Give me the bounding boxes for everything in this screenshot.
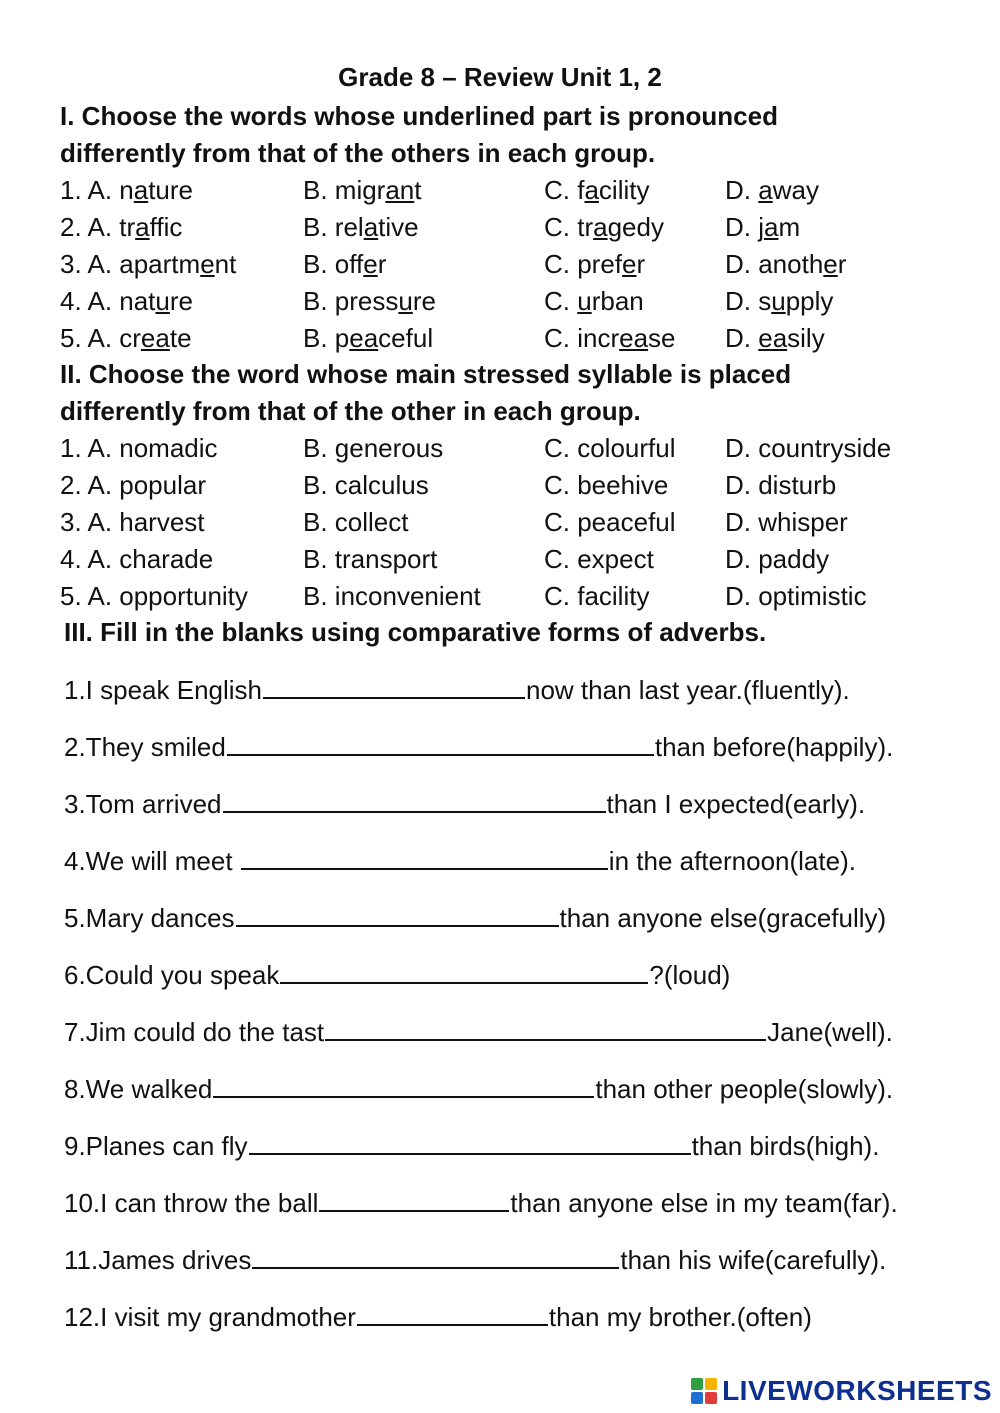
option-c: C. colourful	[544, 433, 676, 463]
option-text: te	[169, 323, 192, 353]
option-b: B. calculus	[303, 470, 429, 500]
underlined-part: u	[577, 286, 592, 316]
option-text: B. rel	[303, 212, 364, 242]
option-c	[544, 283, 644, 320]
section1-question-3	[60, 246, 960, 283]
fill-item-9	[64, 1130, 879, 1162]
option-a: 4. A. charade	[60, 544, 214, 574]
liveworksheets-logo	[691, 1375, 992, 1407]
option-d: D. disturb	[725, 470, 837, 500]
section2-question-5	[60, 578, 960, 615]
option-text: 1. A. n	[60, 175, 134, 205]
option-b	[303, 209, 419, 246]
option-text: D. j	[725, 212, 764, 242]
fill-item-hint: than anyone else(gracefully)	[559, 903, 887, 933]
option-text: B. off	[303, 249, 364, 279]
underlined-part: ea	[619, 323, 649, 353]
option-d	[725, 209, 800, 246]
fill-item-hint: than anyone else in my team(far).	[510, 1188, 898, 1218]
option-d	[725, 283, 833, 320]
underlined-part: e	[363, 249, 378, 279]
section2-question-4	[60, 541, 960, 578]
option-c	[544, 172, 649, 209]
option-a: 3. A. harvest	[60, 507, 205, 537]
option-text: r	[837, 249, 847, 279]
option-c: C. peaceful	[544, 507, 676, 537]
underlined-part: ea	[140, 323, 170, 353]
fill-item-hint: than other people(slowly).	[595, 1074, 894, 1104]
option-a: 1. A. nomadic	[60, 433, 218, 463]
fill-item-prompt: 3.Tom arrived	[64, 789, 222, 819]
underlined-part: ea	[758, 323, 788, 353]
answer-blank[interactable]	[252, 1245, 619, 1269]
option-d: D. countryside	[725, 433, 892, 463]
page-title: Grade 8 – Review Unit 1, 2	[338, 62, 662, 92]
option-text: pply	[785, 286, 834, 316]
fill-item-hint: than before(happily).	[654, 732, 894, 762]
answer-blank[interactable]	[325, 1017, 766, 1041]
section1-question-2	[60, 209, 960, 246]
section2-heading-line1: II. Choose the word whose main stressed syllable is placed	[60, 359, 792, 389]
option-b: B. inconvenient	[303, 581, 481, 611]
fill-item-7	[64, 1016, 893, 1048]
option-text: ture	[148, 175, 194, 205]
option-text: gedy	[607, 212, 664, 242]
fill-item-prompt: 5.Mary dances	[64, 903, 235, 933]
fill-item-prompt: 4.We will meet	[64, 846, 240, 876]
underlined-part: a	[133, 175, 149, 205]
section1-question-5	[60, 320, 960, 357]
answer-blank[interactable]	[263, 675, 525, 699]
underlined-part: e	[622, 249, 637, 279]
answer-blank[interactable]	[236, 903, 559, 927]
fill-item-12	[64, 1301, 812, 1333]
option-text: se	[648, 323, 676, 353]
option-text: 3. A. apartm	[60, 249, 201, 279]
option-text: nt	[214, 249, 237, 279]
fill-item-hint: than his wife(carefully).	[620, 1245, 887, 1275]
option-text: 2. A. tr	[60, 212, 136, 242]
section2-question-2	[60, 467, 960, 504]
option-text: t	[414, 175, 422, 205]
option-text: C. incr	[544, 323, 620, 353]
option-text: C. tr	[544, 212, 594, 242]
underlined-part: e	[823, 249, 838, 279]
underlined-part: u	[771, 286, 786, 316]
section3-heading: III. Fill in the blanks using comparative forms of adverbs.	[64, 617, 767, 647]
fill-item-4	[64, 845, 856, 877]
option-text: tive	[378, 212, 419, 242]
fill-item-prompt: 1.I speak English	[64, 675, 263, 705]
fill-item-8	[64, 1073, 893, 1105]
option-text: re	[169, 286, 193, 316]
option-text: B. p	[303, 323, 350, 353]
option-text: rban	[591, 286, 644, 316]
underlined-part: a	[758, 175, 773, 205]
option-a	[60, 209, 182, 246]
fill-item-5	[64, 902, 886, 934]
option-text: 4. A. nat	[60, 286, 156, 316]
section2-heading-line2: differently from that of the other in each group.	[60, 396, 641, 426]
option-b	[303, 172, 422, 209]
option-b	[303, 246, 386, 283]
underlined-part: a	[593, 212, 608, 242]
liveworksheets-logo-icon	[691, 1378, 717, 1404]
section1-question-1	[60, 172, 960, 209]
fill-item-hint: in the afternoon(late).	[608, 846, 856, 876]
option-c	[544, 209, 664, 246]
answer-blank[interactable]	[227, 732, 654, 756]
option-text: r	[377, 249, 387, 279]
option-c	[544, 246, 645, 283]
option-text: D.	[725, 323, 759, 353]
fill-item-prompt: 11.James drives	[64, 1245, 252, 1275]
fill-item-6	[64, 959, 730, 991]
fill-item-hint: than I expected(early).	[606, 789, 866, 819]
option-c: C. beehive	[544, 470, 669, 500]
option-b	[303, 283, 436, 320]
underlined-part: e	[200, 249, 215, 279]
option-a: 5. A. opportunity	[60, 581, 248, 611]
option-d	[725, 320, 825, 357]
option-b: B. generous	[303, 433, 444, 463]
option-text: re	[412, 286, 436, 316]
option-d: D. optimistic	[725, 581, 867, 611]
answer-blank[interactable]	[319, 1188, 509, 1212]
underlined-part: a	[584, 175, 599, 205]
option-text: D. s	[725, 286, 772, 316]
fill-item-prompt: 10.I can throw the ball	[64, 1188, 319, 1218]
option-c: C. facility	[544, 581, 650, 611]
underlined-part: a	[363, 212, 379, 242]
option-text: ffic	[149, 212, 183, 242]
underlined-part: u	[398, 286, 413, 316]
underlined-part: u	[155, 286, 170, 316]
option-a	[60, 320, 192, 357]
option-a	[60, 246, 236, 283]
answer-blank[interactable]	[223, 789, 606, 813]
fill-item-prompt: 12.I visit my grandmother	[64, 1302, 356, 1332]
fill-item-11	[64, 1244, 886, 1276]
option-text: 5. A. cr	[60, 323, 141, 353]
option-text: C. pref	[544, 249, 623, 279]
fill-item-2	[64, 731, 893, 763]
option-a: 2. A. popular	[60, 470, 206, 500]
option-b: B. transport	[303, 544, 438, 574]
fill-item-10	[64, 1187, 898, 1219]
option-text: D.	[725, 175, 759, 205]
option-d: D. whisper	[725, 507, 848, 537]
fill-item-hint: than my brother.(often)	[548, 1302, 812, 1332]
option-c: C. expect	[544, 544, 654, 574]
section1-question-4	[60, 283, 960, 320]
fill-item-hint: than birds(high).	[691, 1131, 880, 1161]
underlined-part: ea	[349, 323, 379, 353]
option-text: C. f	[544, 175, 585, 205]
underlined-part: a	[764, 212, 779, 242]
fill-item-prompt: 6.Could you speak	[64, 960, 280, 990]
option-d: D. paddy	[725, 544, 830, 574]
answer-blank[interactable]	[280, 960, 648, 984]
fill-item-1	[64, 674, 850, 706]
fill-item-prompt: 7.Jim could do the tast	[64, 1017, 325, 1047]
answer-blank[interactable]	[241, 846, 608, 870]
option-a	[60, 172, 193, 209]
fill-item-hint: ?(loud)	[649, 960, 731, 990]
fill-item-prompt: 2.They smiled	[64, 732, 226, 762]
answer-blank[interactable]	[249, 1131, 691, 1155]
section1-heading	[60, 98, 960, 172]
section2-heading	[60, 356, 960, 430]
underlined-part: a	[135, 212, 150, 242]
option-text: sily	[787, 323, 825, 353]
section1-heading-line2: differently from that of the others in each group.	[60, 138, 656, 168]
section2-question-1	[60, 430, 960, 467]
option-text: r	[636, 249, 646, 279]
option-d	[725, 172, 819, 209]
section1-heading-line1: I. Choose the words whose underlined part is pronounced	[60, 101, 778, 131]
section2-question-3	[60, 504, 960, 541]
answer-blank[interactable]	[357, 1302, 548, 1326]
fill-item-3	[64, 788, 865, 820]
fill-item-prompt: 8.We walked	[64, 1074, 213, 1104]
footer-brand: LIVEWORKSHEETS	[722, 1375, 992, 1406]
option-text: ceful	[378, 323, 434, 353]
option-text: C.	[544, 286, 578, 316]
option-text: B. press	[303, 286, 399, 316]
option-text: cility	[598, 175, 650, 205]
option-text: way	[772, 175, 819, 205]
fill-item-prompt: 9.Planes can fly	[64, 1131, 248, 1161]
fill-item-hint: Jane(well).	[767, 1017, 893, 1047]
option-b: B. collect	[303, 507, 409, 537]
option-a	[60, 283, 193, 320]
fill-item-hint: now than last year.(fluently).	[526, 675, 850, 705]
option-c	[544, 320, 676, 357]
option-b	[303, 320, 433, 357]
option-d	[725, 246, 846, 283]
option-text: B. migr	[303, 175, 386, 205]
option-text: D. anoth	[725, 249, 824, 279]
answer-blank[interactable]	[213, 1074, 594, 1098]
underlined-part: an	[385, 175, 415, 205]
option-text: m	[778, 212, 801, 242]
